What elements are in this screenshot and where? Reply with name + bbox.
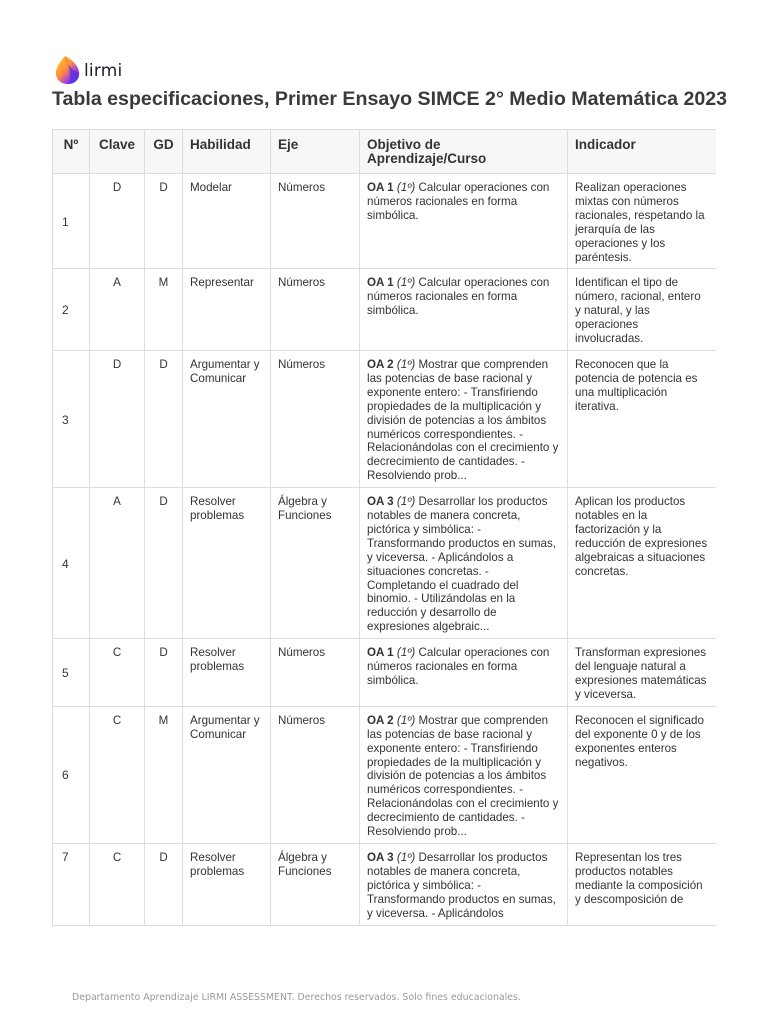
- row-clave: C: [90, 639, 145, 707]
- row-eje: Números: [271, 706, 360, 843]
- row-gd: D: [145, 350, 183, 487]
- oa-text: Calcular operaciones con números racionales en forma simbólica.: [367, 276, 550, 318]
- oa-code: OA 2: [367, 357, 394, 371]
- row-indicador: Identifican el tipo de número, racional, entero y natural, y las operaciones involucradas.: [568, 269, 717, 351]
- document-title: Tabla especificaciones, Primer Ensayo SIMCE 2° Medio Matemática 2023: [52, 88, 728, 110]
- row-clave: A: [90, 269, 145, 351]
- row-habilidad: Argumentar y Comunicar: [183, 350, 271, 487]
- row-habilidad: Argumentar y Comunicar: [183, 706, 271, 843]
- oa-grade: (1º): [396, 276, 416, 290]
- oa-grade: (1º): [396, 713, 416, 727]
- header-numero: Nº: [53, 130, 90, 174]
- row-gd: M: [145, 706, 183, 843]
- row-gd: D: [145, 488, 183, 639]
- row-habilidad: Representar: [183, 269, 271, 351]
- row-number: 1: [53, 174, 90, 269]
- lirmi-logo: [53, 54, 122, 86]
- row-gd: D: [145, 174, 183, 269]
- row-gd: M: [145, 269, 183, 351]
- oa-text: Calcular operaciones con números racionales en forma simbólica.: [367, 646, 550, 687]
- header-habilidad: Habilidad: [183, 130, 271, 174]
- header-eje: Eje: [271, 130, 360, 174]
- oa-text: Desarrollar los productos notables de manera concreta, pictórica y simbólica: - Transformando productos en sumas, y viceversa. - Aplicándolos: [367, 850, 557, 920]
- row-eje: Números: [271, 174, 360, 269]
- row-number: 7: [53, 843, 90, 925]
- table-row: [53, 706, 717, 843]
- oa-grade: (1º): [396, 181, 416, 194]
- table-row: [53, 174, 717, 269]
- specifications-table-container: [52, 129, 716, 969]
- table-row: [53, 269, 717, 351]
- row-gd: D: [145, 843, 183, 925]
- table-row: [53, 843, 717, 925]
- row-indicador: Transforman expresiones del lenguaje natural a expresiones matemáticas y viceversa.: [568, 639, 717, 707]
- row-eje: Números: [271, 269, 360, 351]
- table-row: [53, 350, 717, 487]
- row-indicador: Reconocen el significado del exponente 0 y de los exponentes enteros negativos.: [568, 706, 717, 843]
- table-row: [53, 639, 717, 707]
- row-habilidad: Resolver problemas: [183, 488, 271, 639]
- oa-grade: (1º): [396, 850, 416, 864]
- header-objetivo: Objetivo de Aprendizaje/Curso: [360, 130, 568, 174]
- row-objetivo: [360, 639, 568, 707]
- row-number: 6: [53, 706, 90, 843]
- brand-name: lirmi: [84, 61, 123, 81]
- row-indicador: Reconocen que la potencia de potencia es una multiplicación iterativa.: [568, 350, 717, 487]
- row-number: 4: [53, 488, 90, 639]
- row-eje: Álgebra y Funciones: [271, 488, 360, 639]
- oa-code: OA 1: [367, 646, 394, 660]
- oa-text: Mostrar que comprenden las potencias de base racional y exponente entero: - Transfiriendo propiedades de la multiplicación y división de potencias a los ámbitos numéricos correspondientes. - Relacionándolas con el crecimiento y decrecimiento de cantidades. - Resolviendo prob...: [367, 357, 559, 483]
- row-objetivo: [360, 269, 568, 351]
- row-eje: Números: [271, 350, 360, 487]
- row-indicador: Representan los tres productos notables mediante la composición y descomposición de: [568, 843, 717, 925]
- oa-code: OA 1: [367, 276, 394, 290]
- oa-grade: (1º): [396, 646, 416, 660]
- header-clave: Clave: [90, 130, 145, 174]
- row-clave: C: [90, 706, 145, 843]
- row-indicador: Realizan operaciones mixtas con números racionales, respetando la jerarquía de las operaciones y los paréntesis.: [568, 174, 717, 269]
- row-number: 3: [53, 350, 90, 487]
- oa-code: OA 3: [367, 850, 394, 864]
- row-clave: D: [90, 350, 145, 487]
- lirmi-logo-icon: [53, 54, 83, 86]
- page-footer: Departamento Aprendizaje LIRMI ASSESSMENT. Derechos reservados. Solo fines educacionales.: [72, 992, 521, 1003]
- oa-code: OA 3: [367, 495, 394, 509]
- oa-text: Calcular operaciones con números racionales en forma simbólica.: [367, 181, 550, 222]
- oa-grade: (1º): [396, 357, 416, 371]
- row-number: 2: [53, 269, 90, 351]
- row-habilidad: Resolver problemas: [183, 843, 271, 925]
- row-objetivo: [360, 706, 568, 843]
- specifications-table: [52, 129, 716, 926]
- header-gd: GD: [145, 130, 183, 174]
- oa-text: Mostrar que comprenden las potencias de base racional y exponente entero: - Transfiriendo propiedades de la multiplicación y división de potencias a los ámbitos numéricos correspondientes. - Relacionándolas con el crecimiento y decrecimiento de cantidades. - Resolviendo prob...: [367, 713, 559, 839]
- row-clave: A: [90, 488, 145, 639]
- row-gd: D: [145, 639, 183, 707]
- row-objetivo: [360, 174, 568, 269]
- row-objetivo: [360, 843, 568, 925]
- row-objetivo: [360, 488, 568, 639]
- oa-code: OA 2: [367, 713, 394, 727]
- row-habilidad: Modelar: [183, 174, 271, 269]
- row-habilidad: Resolver problemas: [183, 639, 271, 707]
- oa-code: OA 1: [367, 181, 394, 194]
- oa-grade: (1º): [396, 495, 416, 509]
- table-row: [53, 488, 717, 639]
- header-indicador: Indicador: [568, 130, 717, 174]
- row-number: 5: [53, 639, 90, 707]
- row-objetivo: [360, 350, 568, 487]
- row-indicador: Aplican los productos notables en la factorización y la reducción de expresiones algebraicas a situaciones concretas.: [568, 488, 717, 639]
- row-clave: C: [90, 843, 145, 925]
- row-clave: D: [90, 174, 145, 269]
- row-eje: Números: [271, 639, 360, 707]
- table-header-row: [53, 130, 717, 174]
- row-eje: Álgebra y Funciones: [271, 843, 360, 925]
- oa-text: Desarrollar los productos notables de manera concreta, pictórica y simbólica: - Transformando productos en sumas, y viceversa. - Aplicándolos a situaciones concretas. - Completando el cuadrado del binomio. - Utilizándolas en la reducción y desarrollo de expresiones algebraic...: [367, 495, 557, 634]
